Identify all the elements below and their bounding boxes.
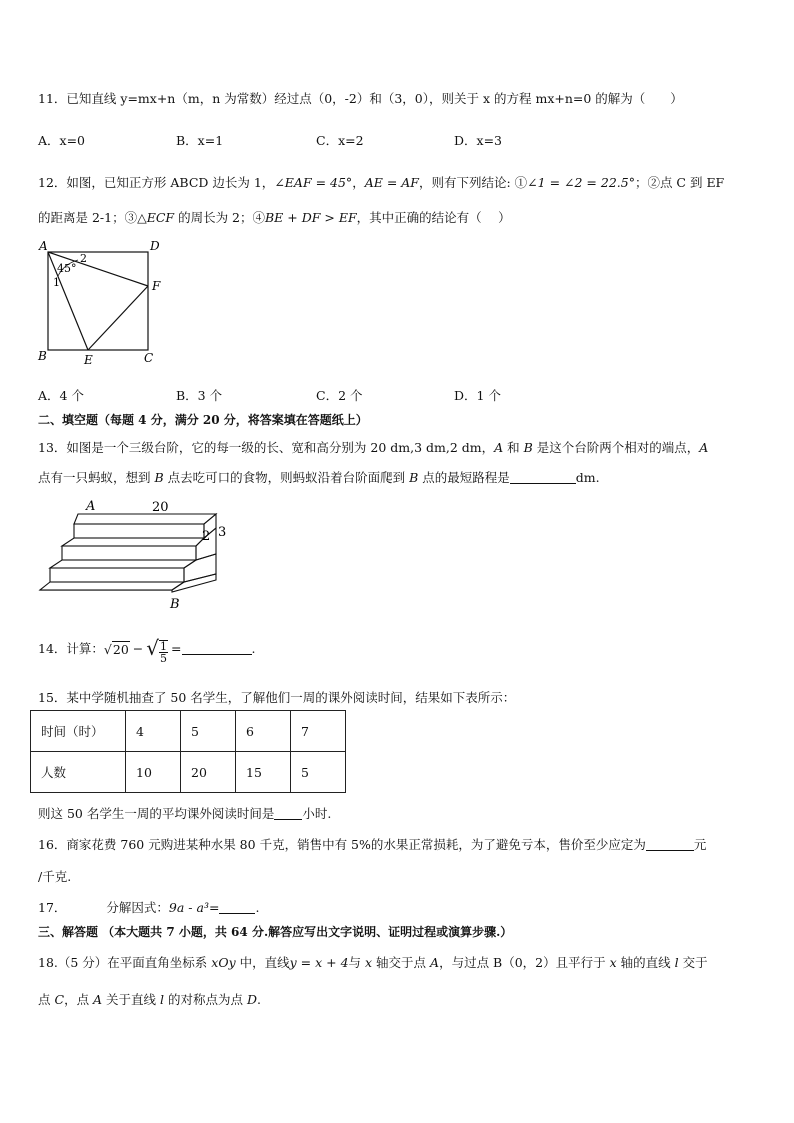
step3-riser (50, 568, 184, 582)
q14-equals: = (171, 641, 182, 656)
q18-l1: l (674, 955, 679, 970)
step1-riser (74, 524, 204, 538)
q13-line1 (38, 438, 708, 456)
q18-equation: y = x + 4 (289, 955, 349, 970)
q17-text: 分解因式： (106, 900, 169, 915)
stairs-label-a: A (86, 499, 96, 514)
q12-line1 (38, 173, 724, 191)
q12-line2-text-b: 的周长为 2；④ (174, 210, 265, 225)
table-cell: 10 (126, 752, 181, 793)
q18-xoy: xOy (211, 955, 236, 970)
q18-line2-b: ，点 (64, 992, 94, 1007)
q18-a2: A (93, 992, 103, 1007)
stairs-label-2: 2 (202, 529, 211, 544)
stairs-label-20: 20 (152, 500, 169, 515)
q18-x2: x (609, 955, 617, 970)
step3-tread (50, 560, 196, 568)
label-a: A (39, 239, 48, 253)
q11-text: 11．已知直线 y=mx+n（m，n 为常数）经过点（0，-2）和（3，0），则关于 x 的方程 mx+n=0 的解为（ ） (38, 91, 683, 106)
q12-line1-text-c: ；②点 C 到 EF (634, 175, 725, 190)
q13-answer-blank[interactable] (510, 471, 576, 484)
q18-text-d: 轴交于点 (372, 955, 431, 970)
q14-sqrt-frac: √ $\frac{1}{5}$ (146, 636, 168, 665)
table-cell: 5 (291, 752, 346, 793)
q13-var-b2: B (154, 470, 164, 485)
q17-expression: 9a - a³= (168, 900, 220, 915)
q12-option-d: D．1 个 (454, 388, 501, 403)
table-cell: 7 (291, 711, 346, 752)
q18-text-c: 与 (348, 955, 366, 970)
q17-end: . (255, 900, 260, 915)
q14-answer-blank[interactable] (182, 642, 252, 655)
label-angle-1: 1 (53, 276, 60, 289)
stairs-label-3: 3 (218, 525, 227, 540)
q15-after-text-a: 则这 50 名学生一周的平均课外阅读时间是 (38, 806, 275, 821)
q18-d: D (246, 992, 258, 1007)
q13-and: 和 (503, 440, 524, 455)
q14-radicand-20: 20 (112, 641, 129, 657)
q13-line1-text-b: 是这个台阶两个相对的端点， (532, 440, 700, 455)
q11-option-d: D．x=3 (454, 133, 502, 148)
q12-option-a: A．4 个 (38, 388, 84, 403)
q18-x1: x (365, 955, 373, 970)
table-cell: 15 (236, 752, 291, 793)
segment-ef (88, 286, 148, 350)
q13-line1-text-a: 13．如图是一个三级台阶，它的每一级的长、宽和高分别为 20 dm,3 dm,2 dm， (38, 440, 495, 455)
q12-math-inequality: BE + DF > EF (265, 210, 357, 225)
q18-line2-d: 的对称点为点 (164, 992, 247, 1007)
q18-text-f: 轴的直线 (616, 955, 675, 970)
q12-math-ecf: △ECF (137, 210, 175, 225)
q13-line2-text-a: 点有一只蚂蚁，想到 (38, 470, 155, 485)
section3-title: 三、解答题 （本大题共 7 小题，共 64 分.解答应写出文字说明、证明过程或演算步骤.） (38, 925, 513, 939)
q17-line (38, 898, 259, 916)
step2-riser (62, 546, 196, 560)
q16-answer-blank[interactable] (646, 838, 694, 851)
q18-line2-c: 关于直线 (102, 992, 161, 1007)
q13-var-b3: B (409, 470, 419, 485)
q12-line1-text-a: 12．如图，已知正方形 ABCD 边长为 1， (38, 175, 275, 190)
q14-minus: − (132, 641, 144, 656)
label-b: B (38, 349, 47, 363)
table-cell: 6 (236, 711, 291, 752)
q11-option-b: B．x=1 (176, 133, 224, 148)
q11-option-c: C．x=2 (316, 133, 364, 148)
q15-after-text-b: 小时. (302, 806, 332, 821)
q15-answer-blank[interactable] (274, 807, 302, 820)
q18-a1: A (430, 955, 440, 970)
q18-line2-a: 点 (38, 992, 55, 1007)
table-cell: 4 (126, 711, 181, 752)
q16-unit: 元 (693, 837, 707, 852)
q12-square-figure (34, 236, 174, 366)
label-c: C (144, 351, 154, 365)
table-row (31, 711, 346, 752)
q16-line2: /千克. (38, 869, 72, 884)
q17-label: 17． (38, 900, 67, 915)
q13-var-a: A (494, 440, 504, 455)
q13-unit: dm. (575, 470, 600, 485)
q18-text-b: 中，直线 (235, 955, 290, 970)
table-cell: 人数 (31, 752, 126, 793)
q12-line2-text-c: ，其中正确的结论有（ ） (356, 210, 511, 225)
q12-math-ae-af: AE = AF (364, 175, 419, 190)
label-angle-2: 2 (80, 252, 87, 265)
label-d: D (150, 239, 160, 253)
q13-stairs-figure (34, 496, 244, 612)
label-e: E (84, 353, 93, 366)
section2-title: 二、填空题（每题 4 分，满分 20 分，将答案填在答题纸上） (38, 413, 368, 427)
q12-line1-text-b: ，则有下列结论: ① (418, 175, 528, 190)
q18-text-a: 18.（5 分）在平面直角坐标系 (38, 955, 212, 970)
q15-after (38, 804, 331, 822)
table-cell: 5 (181, 711, 236, 752)
q18-text-e: ，与过点 B（0，2）且平行于 (439, 955, 610, 970)
q18-l2: l (160, 992, 165, 1007)
step-top-surface (74, 514, 216, 524)
step4-tread (40, 582, 184, 590)
q16-line1 (38, 835, 706, 853)
table-cell: 时间（时） (31, 711, 126, 752)
q14-numerator: 1 (160, 639, 168, 653)
q14-denominator: 5 (160, 651, 168, 665)
q17-answer-blank[interactable] (219, 901, 255, 914)
table-cell: 20 (181, 752, 236, 793)
q18-line1 (38, 953, 708, 971)
base-side (172, 574, 216, 592)
q18-text-g: 交于 (678, 955, 708, 970)
q13-var-b: B (523, 440, 533, 455)
step2-tread (62, 538, 204, 546)
q13-var-a2: A (699, 440, 709, 455)
q11-option-a: A．x=0 (38, 133, 86, 148)
table-row (31, 752, 346, 793)
q14-label: 14．计算： (38, 641, 104, 656)
q12-math-angle-eaf: ∠EAF = 45° (274, 175, 353, 190)
q15-table (30, 710, 346, 793)
q12-math-angles: ∠1 = ∠2 = 22.5° (527, 175, 635, 190)
q12-option-b: B．3 个 (176, 388, 223, 403)
q13-line2-text-c: 点的最短路程是 (418, 470, 510, 485)
label-f: F (152, 279, 161, 293)
q18-c: C (54, 992, 65, 1007)
q18-line2-e: . (257, 992, 261, 1007)
q15-text: 15．某中学随机抽查了 50 名学生，了解他们一周的课外阅读时间，结果如下表所示： (38, 690, 516, 705)
label-angle-45: 45° (57, 262, 77, 275)
q14-end: . (251, 641, 256, 656)
q14-sqrt-20: √20 (103, 641, 129, 657)
q12-line2 (38, 208, 511, 226)
q13-line2-text-b: 点去吃可口的食物，则蚂蚁沿着台阶面爬到 (163, 470, 410, 485)
stairs-label-b: B (170, 597, 180, 612)
q12-option-c: C．2 个 (316, 388, 363, 403)
q14-line (38, 628, 255, 671)
q16-line1-text: 16．商家花费 760 元购进某种水果 80 千克，销售中有 5%的水果正常损耗，为了避免亏本，售价至少应定为 (38, 837, 646, 852)
q12-line2-text-a: 的距离是 2-1；③ (38, 210, 138, 225)
q13-line2 (38, 468, 600, 486)
q18-line2 (38, 990, 261, 1008)
q12-line1-sep: ， (352, 175, 365, 190)
